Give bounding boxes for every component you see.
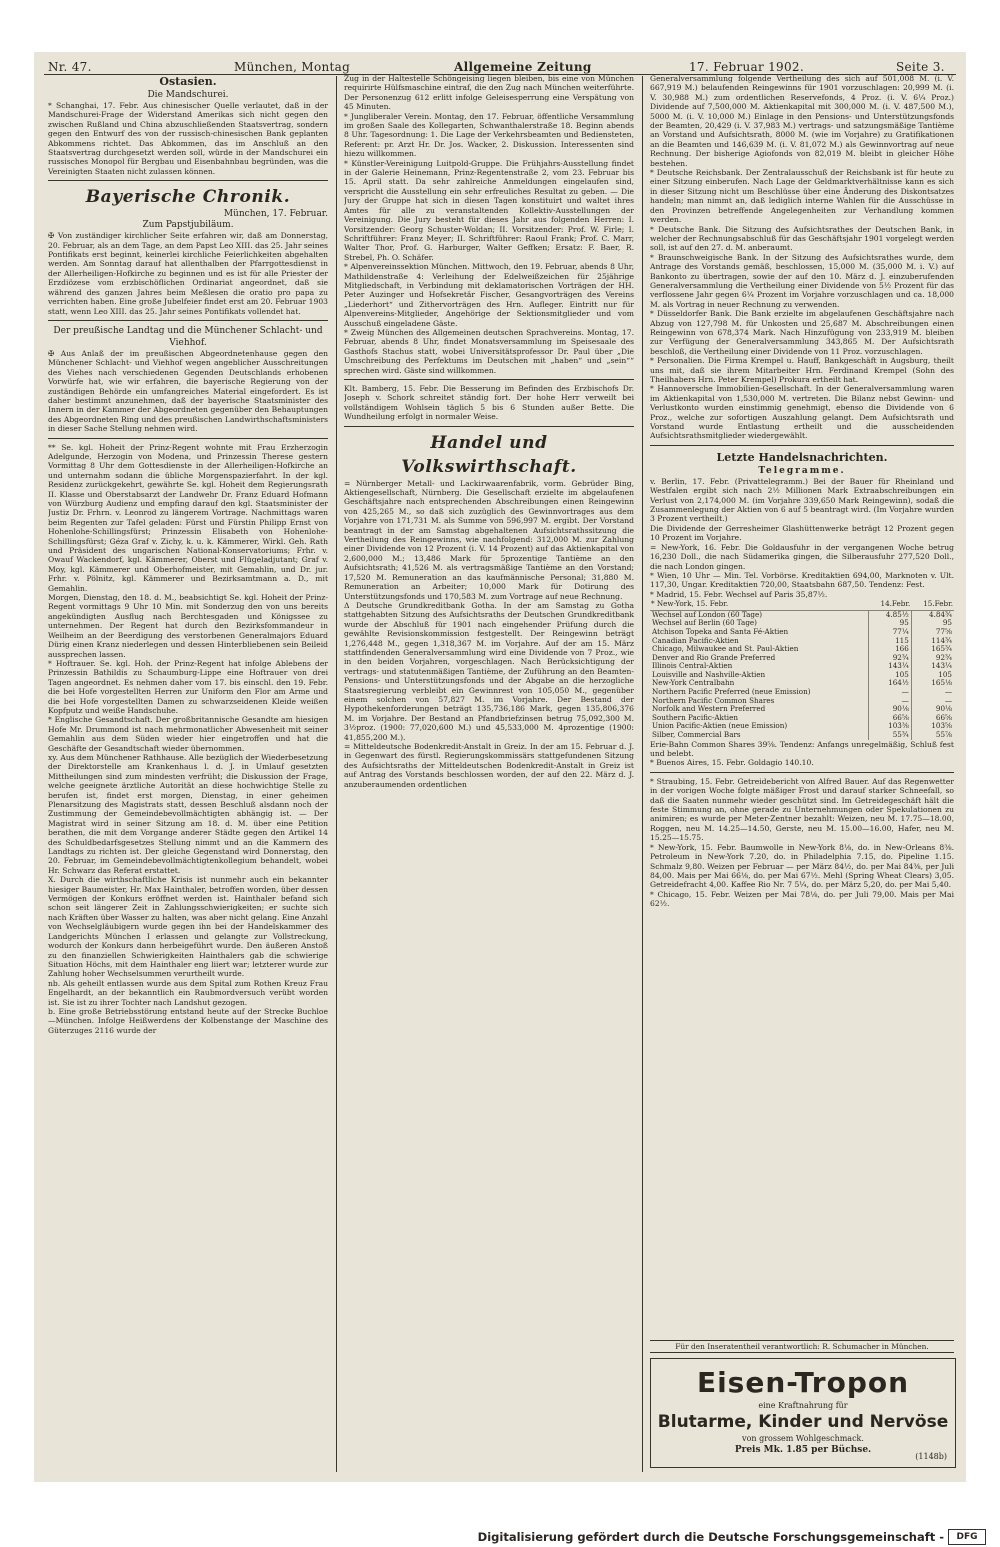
stock-value-14: 103⅜ xyxy=(869,722,912,731)
stock-name: Denver and Rio Grande Preferred xyxy=(650,654,869,663)
article-text: = Nürnberger Metall- und Lackirwaarenfabrik, vorm. Gebrüder Bing, Aktiengesellschaft, Nürnberg. Die Gesellschaft erzielte im abgelaufenen Geschäftsjahre nach entsprechenden Abschreibungen einen Reingewinn von 425,265 M., so daß sich zuzüglich des Gewinnvortrages aus dem Vorjahre von 171,731 M. als Summe von 596,997 M. ergibt. Der Vorstand beantragt in der am Samstag abgehaltenen Aufsichtsrathssitzung die Vertheilung des Reingewinns, wie nachfolgend: 312,000 M. zur Zahlung einer Dividende von 12 Prozent (i. V. 14 Prozent) auf das Aktienkapital von 2,600,000 M.; 13,486 Mark für 5prozentige Tantième an den Aufsichtsrath; 41,526 M. als vertragsmäßige Tantième an den Vorstand; 17,520 M. Remuneration an das kaufmännische Personal; 31,880 M. Remuneration an Arbeiter; 10,000 Mark für Dotirung des Unterstützungsfonds und 170,583 M. zum Vortrage auf neue Rechnung. xyxy=(344,478,634,601)
stock-value-15: 143¼ xyxy=(931,662,952,671)
stock-row xyxy=(650,628,954,637)
telegram-text: Erie-Bahn Common Shares 39⅝. Tendenz: Anfangs unregelmäßig, Schluß fest und belebt. xyxy=(650,739,954,759)
stock-value-14: — xyxy=(869,688,912,697)
stock-row xyxy=(650,731,954,740)
column-divider xyxy=(336,76,337,1472)
stock-row xyxy=(650,645,954,654)
stock-value-14: 4.85½ xyxy=(869,610,912,619)
stock-value-15: 77⅝ xyxy=(935,627,952,636)
stock-value-14: 164½ xyxy=(869,679,912,688)
stock-value-15: 95 xyxy=(942,619,952,628)
article-text: b. Eine große Betriebsstörung entstand heute auf der Strecke Buchloe—München. Infolge Heißwerdens der Kolbenstange der Maschine des Güterzuges 2116 wurde der xyxy=(48,1006,328,1035)
stock-name: Louisville and Nashville-Aktien xyxy=(650,671,869,680)
issue-date: 17. Februar 1902. xyxy=(689,60,804,74)
article-text: * Hoftrauer. Se. kgl. Hoh. der Prinz-Regent hat infolge Ablebens der Prinzessin Bathildis zu Schaumburg-Lippe eine Hoftrauer von drei Tagen angeordnet. Es nehmen daher vom 17. bis einschl. den 19. Febr. die bei Hofe vorgestellten Herren zur Uniform den Flor am Arme und die bei Hofe vorgestellten Damen zu schwarzseidenen Kleide weißen Kopfputz und weiße Handschuhe. xyxy=(48,658,328,715)
article-text: * Schanghai, 17. Febr. Aus chinesischer Quelle verlautet, daß in der Mandschurei-Frage der Widerstand Amerikas sich nicht gegen den zwischen Rußland und China abzuschließenden Staatsvertrag, sondern gegen den Entwurf des von der russisch-chinesischen Bank geplanten Abkommens richtet. Das Abkommen, das im Anschluß an den Staatsvertrag durchgesetzt werden soll, würde in der Mandschurei ein russisches Monopol für Bergbau und Eisenbahnbau begründen, was die Vereinigten Staaten nicht zulassen können. xyxy=(48,101,328,176)
divider xyxy=(48,180,328,181)
page-number: Seite 3. xyxy=(896,60,945,74)
stock-value-15: 66⅝ xyxy=(935,713,952,722)
stock-row xyxy=(650,671,954,680)
stock-name: Union Pacific-Aktien (neue Emission) xyxy=(650,722,869,731)
stock-name: Wechsel auf Berlin (60 Tage) xyxy=(650,619,869,628)
article-text: * Zweig München des Allgemeinen deutschen Sprachvereins. Montag, 17. Februar, abends 8 Uhr, findet Monatsversammlung im Speisesaale des Gasthofs Stachus statt, wobei Universitätsprofessor Dr. Paul über „Die Umschreibung des Perfektums im Deutschen mit „haben“ und „sein““ sprechen wird. Gäste sind willkommen. xyxy=(344,327,634,375)
stock-value-15: 4.84¾ xyxy=(929,610,952,619)
section-title: Bayerische Chronik. xyxy=(85,187,291,208)
divider xyxy=(48,438,328,439)
stock-table xyxy=(650,599,954,740)
divider xyxy=(344,379,634,380)
stock-name: Illinois Central-Aktien xyxy=(650,662,869,671)
divider xyxy=(344,426,634,427)
stock-value-14: 92¾ xyxy=(869,654,912,663)
stock-name: Chicago, Milwaukee and St. Paul-Aktien xyxy=(650,645,869,654)
article-text: ✠ Aus Anlaß der im preußischen Abgeordnetenhause gegen den Münchener Schlacht- und Viehhof wegen angeblicher Ausschreitungen des Viehes nach verschiedenen Gegenden Deutschlands erhobenen Vorwürfe hat, wie wir erfahren, die bayerische Regierung von der zuständigen Behörde ein umfangreiches Material eingefordert. Es ist daher bestimmt anzunehmen, daß der bayerische Staatsminister des Innern in der Kammer der Abgeordneten gegenüber den Behauptungen des Abgeordneten Ring und des preußischen Landwirthschaftsministers in dieser Sache Stellung nehmen wird. xyxy=(48,348,328,434)
stock-value-14: 115 xyxy=(869,637,912,646)
stock-value-15: 105 xyxy=(938,670,952,679)
stock-row xyxy=(650,714,954,723)
telegram-text: * Straubing, 15. Febr. Getreidebericht von Alfred Bauer. Auf das Regenwetter in der vorigen Woche folgte mäßiger Frost und darauf starker Schneefall, so daß die Saaten nunmehr wieder geschützt sind. Im Getreidegeschäft hält die feste Stimmung an, ohne gerade zu Unternehmungen oder Spekulationen zu animiren; es wurde per Meter-Zentner bezahlt: Weizen, neu M. 17.75—18.00, Roggen, neu M. 14.25—14.50, Gerste, neu M. 15.00—16.00, Hafer, neu M. 15.25—15.75. xyxy=(650,776,954,843)
article-text: xy. Aus dem Münchener Rathhause. Alle bezüglich der Wiederbesetzung der Direktorstelle am Krankenhaus l. d. J. in Umlauf gesetzten Mittheilungen sind zum mindesten verfrüht; die Diskussion der Frage, welche geeignete ärztliche Autorität an diese hochwichtige Stelle zu berufen ist, findet erst morgen, Dienstag, in einer geheimen Plenarsitzung des Magistrats statt, dessen Beschluß alsdann noch der Zustimmung der Gemeindebevollmächtigten abhängig ist. — Der Magistrat wird in seiner Sitzung am 18. d. M. über eine Petition berathen, die mit dem Vorgange anderer Städte gegen den Artikel 14 des Schuldbedarfsgesetzes Stellung nimmt und an die Kammern des Landtags zu richten ist. Der gleiche Gegenstand wird Donnerstag, den 20. Februar, im Gemeindebevollmächtigtenkollegium behandelt, wobei Hr. Schwarz das Referat erstattet. xyxy=(48,752,328,875)
newspaper-page xyxy=(34,52,966,1482)
article-text: * Künstler-Vereinigung Luitpold-Gruppe. Die Frühjahrs-Ausstellung findet in der Galerie Heinemann, Prinz-Regentenstraße 2, vom 23. Februar bis 15. April statt. Da sehr zahlreiche Anmeldungen eingelaufen sind, verspricht die Ausstellung ein sehr erfreuliches Resultat zu geben. — Die Jury der Gruppe hat sich in diesen Tagen konstituirt und waltet ihres Amtes für alle zu veranstaltenden Kollektiv-Ausstellungen der Vereinigung. Die Jury besteht für dieses Jahr aus folgenden Herren: I. Vorsitzender: Georg Schuster-Woldan; II. Vorsitzender: Prof. W. Firle; I. Schriftführer: Franz Meyer; II. Schriftführer: Raoul Frank; Prof. C. Marr, Walter Thor, Prof. G. Harburger, Walter Geffken; Ersatz: F. Baer, R. Strebel, Ph. O. Schäfer. xyxy=(344,158,634,262)
stock-name: Northern Pacific Common Shares xyxy=(650,697,869,706)
section-subtitle: Der preußische Landtag und die Münchener Schlacht- und Viehhof. xyxy=(53,325,323,348)
section-subtitle: Telegramme. xyxy=(758,465,846,476)
stock-value-15: 90⅛ xyxy=(935,705,952,714)
stock-name: Canadian Pacific-Aktien xyxy=(650,637,869,646)
stock-row xyxy=(650,654,954,663)
article-text: Morgen, Dienstag, den 18. d. M., beabsichtigt Se. kgl. Hoheit der Prinz-Regent vormittags 9 Uhr 10 Min. mit Sonderzug den von uns bereits angekündigten Ausflug nach Berchtesgaden und Königssee zu unternehmen. Der Regent hat durch den Bezirksfommandeur in Weilheim an der Beerdigung des verstorbenen Generalmajors Eduard Dürig einen Kranz niederlegen und dessen Hinterbliebenen sein Beileid aussprechen lassen. xyxy=(48,593,328,659)
article-text: * Englische Gesandtschaft. Der großbritannische Gesandte am hiesigen Hofe Mr. Drummond ist nach mehrmonatlicher Abwesenheit mit seiner Gemahlin aus dem Süden wieder hier eingetroffen und hat die Geschäfte der Gesandtschaft wieder übernommen. xyxy=(48,715,328,753)
stock-table-header xyxy=(650,599,954,610)
stock-value-15: 165⅛ xyxy=(931,679,952,688)
stock-value-14: 143¼ xyxy=(869,662,912,671)
article-text: * Hannoversche Immobilien-Gesellschaft. In der Generalversammlung waren im Aktienkapital von 1,530,000 M. vertreten. Die Bilanz nebst Gewinn- und Verlustkonto wurden einstimmig genehmigt, ebenso die Dividende von 6 Proz., welche zur sofortigen Auszahlung gelangt. Dem Aufsichtsrath und Vorstand wurde Entlastung ertheilt und die ausscheidenden Aufsichtsrathsmitglieder wiedergewählt. xyxy=(650,384,954,441)
telegram-text: v. Berlin, 17. Febr. (Privattelegramm.) Bei der Bauer für Rheinland und Westfalen ergibt sich nach 2½ Millionen Mark Extraabschreibungen ein Verlust von 2,174,000 M. (im Vorjahre 339,650 Mark Reingewinn), sodaß die Zusammenlegung der Aktien von 6 auf 5 beantragt wird. (Im Vorjahre wurden 3 Prozent vertheilt.) xyxy=(650,476,954,524)
article-text: Δ Deutsche Grundkreditbank Gotha. In der am Samstag zu Gotha stattgehabten Sitzung des Aufsichtsraths der Deutschen Grundkreditbank wurde der Abschluß für 1901 nach eingehender Prüfung durch die gewählte Revisionskommission festgestellt. Der Reingewinn beträgt 1,276,448 M., gegen 1,318,367 M. im Vorjahre. Auf der am 15. März stattfindenden Generalversammlung wird eine Dividende von 7 Proz., wie in den beiden Vorjahren, vorgeschlagen. Nach Berücksichtigung der vertrags- und statutenmäßigen Tantième, der Zuführung an den Beamten-Pensions- und Unterstützungsfonds und der Abgabe an die herzogliche Staatsregierung verbleibt ein Gewinnrest von 105,050 M., gegenüber einem solchen von 57,827 M. im Vorjahre. Der Bestand der Hypothekenforderungen beträgt 135,736,186 Mark, gegen 135,806,376 M. im Vorjahre. Der Bestand an Pfandbriefzinsen betrug 75,092,300 M. 3½proz. (1900: 77,020,600 M.) und 45,533,000 M. 4prozentige (1900: 41,855,200 M.). xyxy=(344,600,634,742)
issue-number: Nr. 47. xyxy=(48,60,92,74)
stock-row xyxy=(650,610,954,619)
stock-value-15: 114¾ xyxy=(931,636,952,645)
stock-row xyxy=(650,679,954,688)
ad-code: (1148b) xyxy=(915,1452,947,1461)
stock-row xyxy=(650,619,954,628)
stock-row xyxy=(650,637,954,646)
stock-value-14: — xyxy=(869,697,912,706)
footer-bar xyxy=(0,1527,1000,1547)
article-text: * Personalien. Die Firma Krempel u. Hauff, Bankgeschäft in Augsburg, theilt uns mit, daß sie ihrem Mitarbeiter Hrn. Ferdinand Krempel (Sohn des Theilhabers Hrn. Peter Krempel) Prokura ertheilt hat. xyxy=(650,356,954,384)
ad-subtitle: von grossem Wohlgeschmack. xyxy=(742,1434,864,1443)
stock-value-14: 105 xyxy=(869,671,912,680)
stock-col-header: 14.Febr. xyxy=(869,599,912,610)
article-text: ** Se. kgl. Hoheit der Prinz-Regent wohnte mit Frau Erzherzogin Adelgunde, Herzogin von Modena, und Prinzessin Therese gestern Vormittag 8 Uhr dem Gottesdienste in der Allerheiligen-Hofkirche an und unternahm sodann die übliche Morgenspazierfahrt. In der kgl. Residenz zurückgekehrt, gewährte Se. kgl. Hoheit dem Regierungsrath II. Klasse und Oberstabsarzt der Landwehr Dr. Franz Eduard Hofmann von Würzburg Audienz und empfing darauf den kgl. Staatsminister der Justiz Dr. Frhrn. v. Leonrod zu längerem Vortrage. Nachmittags waren beim Regenten zur Tafel geladen: Fürst und Fürstin Philipp Ernst von Hohenlohe-Schillingsfürst; Prinzessin Elisabeth von Hohenlohe-Schillingsfürst; Géza Graf v. Zichy, k. u. k. Kämmerer, Wirkl. Geh. Rath und Präsident des ungarischen National-Konservatoriums; Frhr. v. Owauf Wackendorf, kgl. Kämmerer, Oberst und Flügeladjutant; Graf v. Moy, kgl. Kämmerer und Oberhofmeister, mit Gemahlin, und Dr. jur. Frhr. v. Pölnitz, kgl. Kämmerer und Bezirksamtmann a. D., mit Gemahlin. xyxy=(48,442,328,593)
article-text: * Deutsche Bank. Die Sitzung des Aufsichtsrathes der Deutschen Bank, in welcher der Rechnungsabschluß für das Geschäftsjahr 1901 vorgelegt werden soll, ist auf den 27. d. M. anberaumt. xyxy=(650,224,954,253)
stock-value-14: 55¾ xyxy=(869,731,912,740)
stock-value-14: 66⅝ xyxy=(869,714,912,723)
dateline: München, 17. Februar. xyxy=(223,209,328,220)
stock-name: Southern Pacific-Aktien xyxy=(650,714,869,723)
section-title: Ostasien. xyxy=(159,75,217,88)
responsible-editor-line: Für den Inseratentheil verantwortlich: R. Schumacher in München. xyxy=(650,1340,954,1353)
newspaper-name: Allgemeine Zeitung xyxy=(454,60,592,74)
ad-price: Preis Mk. 1.85 per Büchse. xyxy=(734,1445,872,1455)
divider xyxy=(650,445,954,446)
stock-value-14: 95 xyxy=(869,619,912,628)
stock-value-15: 165¾ xyxy=(931,645,952,654)
telegram-text: * Madrid, 15. Febr. Wechsel auf Paris 35,87½. xyxy=(650,589,828,599)
stock-name: Atchison Topeka and Santa Fé-Aktien xyxy=(650,628,869,637)
telegram-text: * New-York, 15. Febr. Baumwolle in New-York 8⅛, do. in New-Orleans 8⅜. Petroleum in New-York 7.20, do. in Philadelphia 7.15, do. Pipeline 1.15. Schmalz 9,80. Weizen per Februar — per März 84½, do. per Mai 84⅜, per Juli 84,00. Mais per Mai 66⅛, do. per Mai 67½. Mehl (Spring Wheat Clears) 3,05. Getreidefracht 4,00. Kaffee Rio Nr. 7 5¼, do. per März 5,20, do. per Mai 5,40. xyxy=(650,842,954,890)
divider xyxy=(48,320,328,321)
funding-notice: Digitalisierung gefördert durch die Deutsche Forschungsgemeinschaft - xyxy=(477,1530,944,1544)
section-subtitle: Zum Papstjubiläum. xyxy=(142,220,234,231)
stock-value-15: 103⅝ xyxy=(931,722,952,731)
article-text: Klt. Bamberg, 15. Febr. Die Besserung im Befinden des Erzbischofs Dr. Joseph v. Schork schreitet ständig fort. Der hohe Herr verweilt bei vollständigem Wohlsein täglich 5 bis 6 Stunden außer Bette. Die Wundheilung erfolgt in normaler Weise. xyxy=(344,384,634,422)
telegram-text: * Wien, 10 Uhr — Min. Tel. Vorbörse. Kreditaktien 694,00, Marknoten v. Ult. 117,30, Ungar. Kreditaktien 720,00, Staatsbahn 687,50. Tendenz: Fest. xyxy=(650,570,954,590)
stock-value-15: — xyxy=(944,696,952,705)
issue-place: München, Montag xyxy=(234,60,351,74)
stock-name: New-York Centralbahn xyxy=(650,679,869,688)
article-text: nb. Als geheilt entlassen wurde aus dem Spital zum Rothen Kreuz Frau Engelhardt, an der bekanntlich ein Raubmordversuch verübt worden ist. Sie ist zu ihrer Tochter nach Landshut gezogen. xyxy=(48,978,328,1007)
stock-value-14: 77¼ xyxy=(869,628,912,637)
ad-headline: Blutarme, Kinder und Nervöse xyxy=(657,1412,949,1432)
stock-row xyxy=(650,688,954,697)
stock-name: Silber, Commercial Bars xyxy=(650,731,869,740)
stock-col-header: 15.Febr. xyxy=(911,599,954,610)
telegram-text: * Buenos Aires, 15. Febr. Goldagio 140.10. xyxy=(650,758,814,768)
article-text: X. Durch die wirthschaftliche Krisis ist nunmehr auch ein bekannter hiesiger Baumeister, Hr. Max Hainthaler, betroffen worden, über dessen Vermögen der Konkurs eröffnet werden ist. Hainthaler befand sich schon seit längerer Zeit in Zahlungsschwierigkeiten; er suchte sich nach Kräften über Wasser zu halten, was aber nicht gelang. Eine Anzahl von Wechselgläubigern wurde gegen ihn bei der Handelskammer des Landgerichts München I erlassen und gelangte zur Vollstreckung, wodurch der Konkurs dann herbeigeführt wurde. Den äußeren Anstoß zu den finanziellen Schwierigkeiten Hainthalers gab die schwierige Situation Höchs, mit dem Hainthaler eng liiert war; letzterer wurde zur Zahlung hoher Wechselsummen verurtheilt wurde. xyxy=(48,875,328,979)
stock-value-15: 55⅞ xyxy=(935,731,952,740)
article-text: * Jungliberaler Verein. Montag, den 17. Februar, öffentliche Versammlung im großen Saale des Kollegarten, Schwanthalerstraße 18. Beginn abends 8 Uhr. Tagesordnung: 1. Die Lage der Verkehrsbeamten und Bediensteten, Referent: pr. Arzt Hr. Dr. Jos. Wacker, 2. Diskussion. Interessenten sind hiezu willkommen. xyxy=(344,111,634,159)
article-text: ✠ Von zuständiger kirchlicher Seite erfahren wir, daß am Donnerstag, 20. Februar, als an dem Tage, an dem Papst Leo XIII. das 25. Jahr seines Pontifikats erst beginnt, keinerlei kirchliche Feierlichkeiten abgehalten werden. Am Sonntag darauf hat allenthalben der Pfarrgottesdienst in der Allerheiligen-Hofkirche zu beginnen und es ist für alle Priester der Erzdiözese vom erzbischöflichen Ordinariat angeordnet, daß sie während des ganzen Jahres beim Meßlesen die oratio pro papa zu verrichten haben. Eine große Jubelfeier findet erst am 20. Februar 1903 statt, wenn Leo XIII. das 25. Jahr seines Pontifikats vollendet hat. xyxy=(48,231,328,316)
article-text: Generalversammlung folgende Vertheilung des sich auf 501,008 M. (i. V. 667,919 M.) belaufenden Reingewinns für 1901 vorzuschlagen: 20,999 M. (i. V. 30,988 M.) zum ordentlichen Reservefonds, 4 Proz. (i. V. 6¼ Proz.) Dividende auf 7,500,000 M. Aktienkapital mit 300,000 M. (i. V. 487,500 M.), 5000 M. (i. V. 10,000 M.) Einlage in den Pensions- und Unterstützungsfonds der Beamten, 20,429 (i. V. 37,983 M.) vertrags- und satzungsmäßige Tantième an Vorstand und Aufsichtsrath, 8000 M. (wie im Vorjahre) zu Gratifikationen an die Beamten und 146,639 M. (i. V. 81,072 M.) als Gewinnvortrag auf neue Rechnung. Der bisherige Agiofonds von 82,019 M. bleibt in gleicher Höhe bestehen. xyxy=(650,74,954,168)
telegram-text: * Chicago, 15. Febr. Weizen per Mai 78⅛, do. per Juli 79,00. Mais per Mai 62½. xyxy=(650,889,954,909)
article-text: = Mitteldeutsche Bodenkredit-Anstalt in Greiz. In der am 15. Februar d. J. in Gegenwart des fürstl. Regierungskommissärs stattgefundenen Sitzung des Aufsichtsraths der Mitteldeutschen Bodenkredit-Anstalt in Greiz ist auf Antrag des Vorstands beschlossen worden, der auf den 22. März d. J. anzuberaumenden ordentlichen xyxy=(344,742,634,789)
stock-table-title: * New-York, 15. Febr. xyxy=(650,599,869,610)
dfg-logo: DFG xyxy=(948,1529,986,1545)
article-text: * Deutsche Reichsbank. Der Zentralausschuß der Reichsbank ist für heute zu einer Sitzung einberufen. Nach Lage der Geldmarktverhältnisse kann es sich in dieser Sitzung nicht um Beschlüsse über eine Änderung des Diskontsatzes handeln; man nimmt an, daß lediglich interne Wahlen für die Ausschüsse in den Provinzen betreffende Angelegenheiten zur Verhandlung kommen werden. xyxy=(650,168,954,225)
article-text: * Braunschweigische Bank. In der Sitzung des Aufsichtsrathes wurde, dem Antrage des Vorstands gemäß, beschlossen, 15,000 M. (35,000 M. i. V.) auf Bankonto zu übertragen, sowie der auf den 10. März d. J. einzuberufenden Generalversammlung die Vertheilung einer Dividende von 5½ Prozent für das verflossene Jahr gegen 6¼ Prozent im Vorjahre vorzuschlagen und ca. 18,000 M. als Vortrag in neuer Rechnung zu verwenden. xyxy=(650,252,954,309)
advertisement-box xyxy=(650,1358,956,1468)
stock-value-14: 90⅛ xyxy=(869,705,912,714)
article-text: Zug in der Haltestelle Schöngeising liegen bleiben, bis eine von München requirirte Hülfsmaschine eintraf, die den Zug nach München weiterführte. Der Personenzug 612 erlitt infolge Geleisesperrung eine Verspätung von 45 Minuten. xyxy=(344,74,634,112)
stock-value-15: — xyxy=(944,688,952,697)
section-title: Letzte Handelsnachrichten. xyxy=(716,450,888,464)
stock-value-14: 166 xyxy=(869,645,912,654)
stock-name: Northern Pacific Preferred (neue Emission) xyxy=(650,688,869,697)
stock-row xyxy=(650,705,954,714)
ad-title: Eisen-Tropon xyxy=(696,1366,910,1399)
column-1 xyxy=(48,74,328,1474)
stock-value-15: 92¾ xyxy=(935,653,952,662)
telegram-text: = New-York, 16. Febr. Die Goldausfuhr in der vergangenen Woche betrug 16,230 Doll., die nach Südamerika gingen, die Silberausfuhr 277,520 Doll., die nach London gingen. xyxy=(650,542,954,571)
article-text: * Düsseldorfer Bank. Die Bank erzielte im abgelaufenen Geschäftsjahre nach Abzug von 127,798 M. für Unkosten und 25,687 M. Abschreibungen einen Reingewinn von 678,374 Mark. Nach Hinzufügung von 233,919 M. bleiben zur Verfügung der Generalversammlung 343,865 M. Der Aufsichtsrath beschloß, die Vertheilung einer Dividende von 11 Proz. vorzuschlagen. xyxy=(650,309,954,356)
stock-row xyxy=(650,662,954,671)
stock-row xyxy=(650,697,954,706)
stock-name: Wechsel auf London (60 Tage) xyxy=(650,610,869,619)
column-divider xyxy=(642,76,643,1472)
stock-row xyxy=(650,722,954,731)
article-text: * Alpenvereinssektion München. Mittwoch, den 19. Februar, abends 8 Uhr, Mathildenstraße 4: Verleihung der Edelweißzeichen für 25jährige Mitgliedschaft, in Verbindung mit deklamatorischen Vorträgen der HH. Peter Auzinger und Hofsekretär Fischer, Gesangvorträgen des Vereins „Liederhort“ und Zithervorträgen des Hrn. Aufleger. Eintritt nur für Alpenvereins-Mitglieder, Angehörige der Sektionsmitglieder und vom Ausschuß eingeladene Gäste. xyxy=(344,262,634,328)
column-3 xyxy=(650,74,954,1336)
column-2 xyxy=(344,74,634,1474)
divider xyxy=(650,772,954,773)
stock-name: Norfolk and Western Preferred xyxy=(650,705,869,714)
telegram-text: Die Dividende der Gerresheimer Glashüttenwerke beträgt 12 Prozent gegen 10 Prozent im Vorjahre. xyxy=(650,523,954,543)
ad-subtitle: eine Kraftnahrung für xyxy=(758,1401,848,1410)
section-subtitle: Die Mandschurei. xyxy=(147,90,229,100)
section-title: Handel und Volkswirthschaft. xyxy=(401,432,577,477)
